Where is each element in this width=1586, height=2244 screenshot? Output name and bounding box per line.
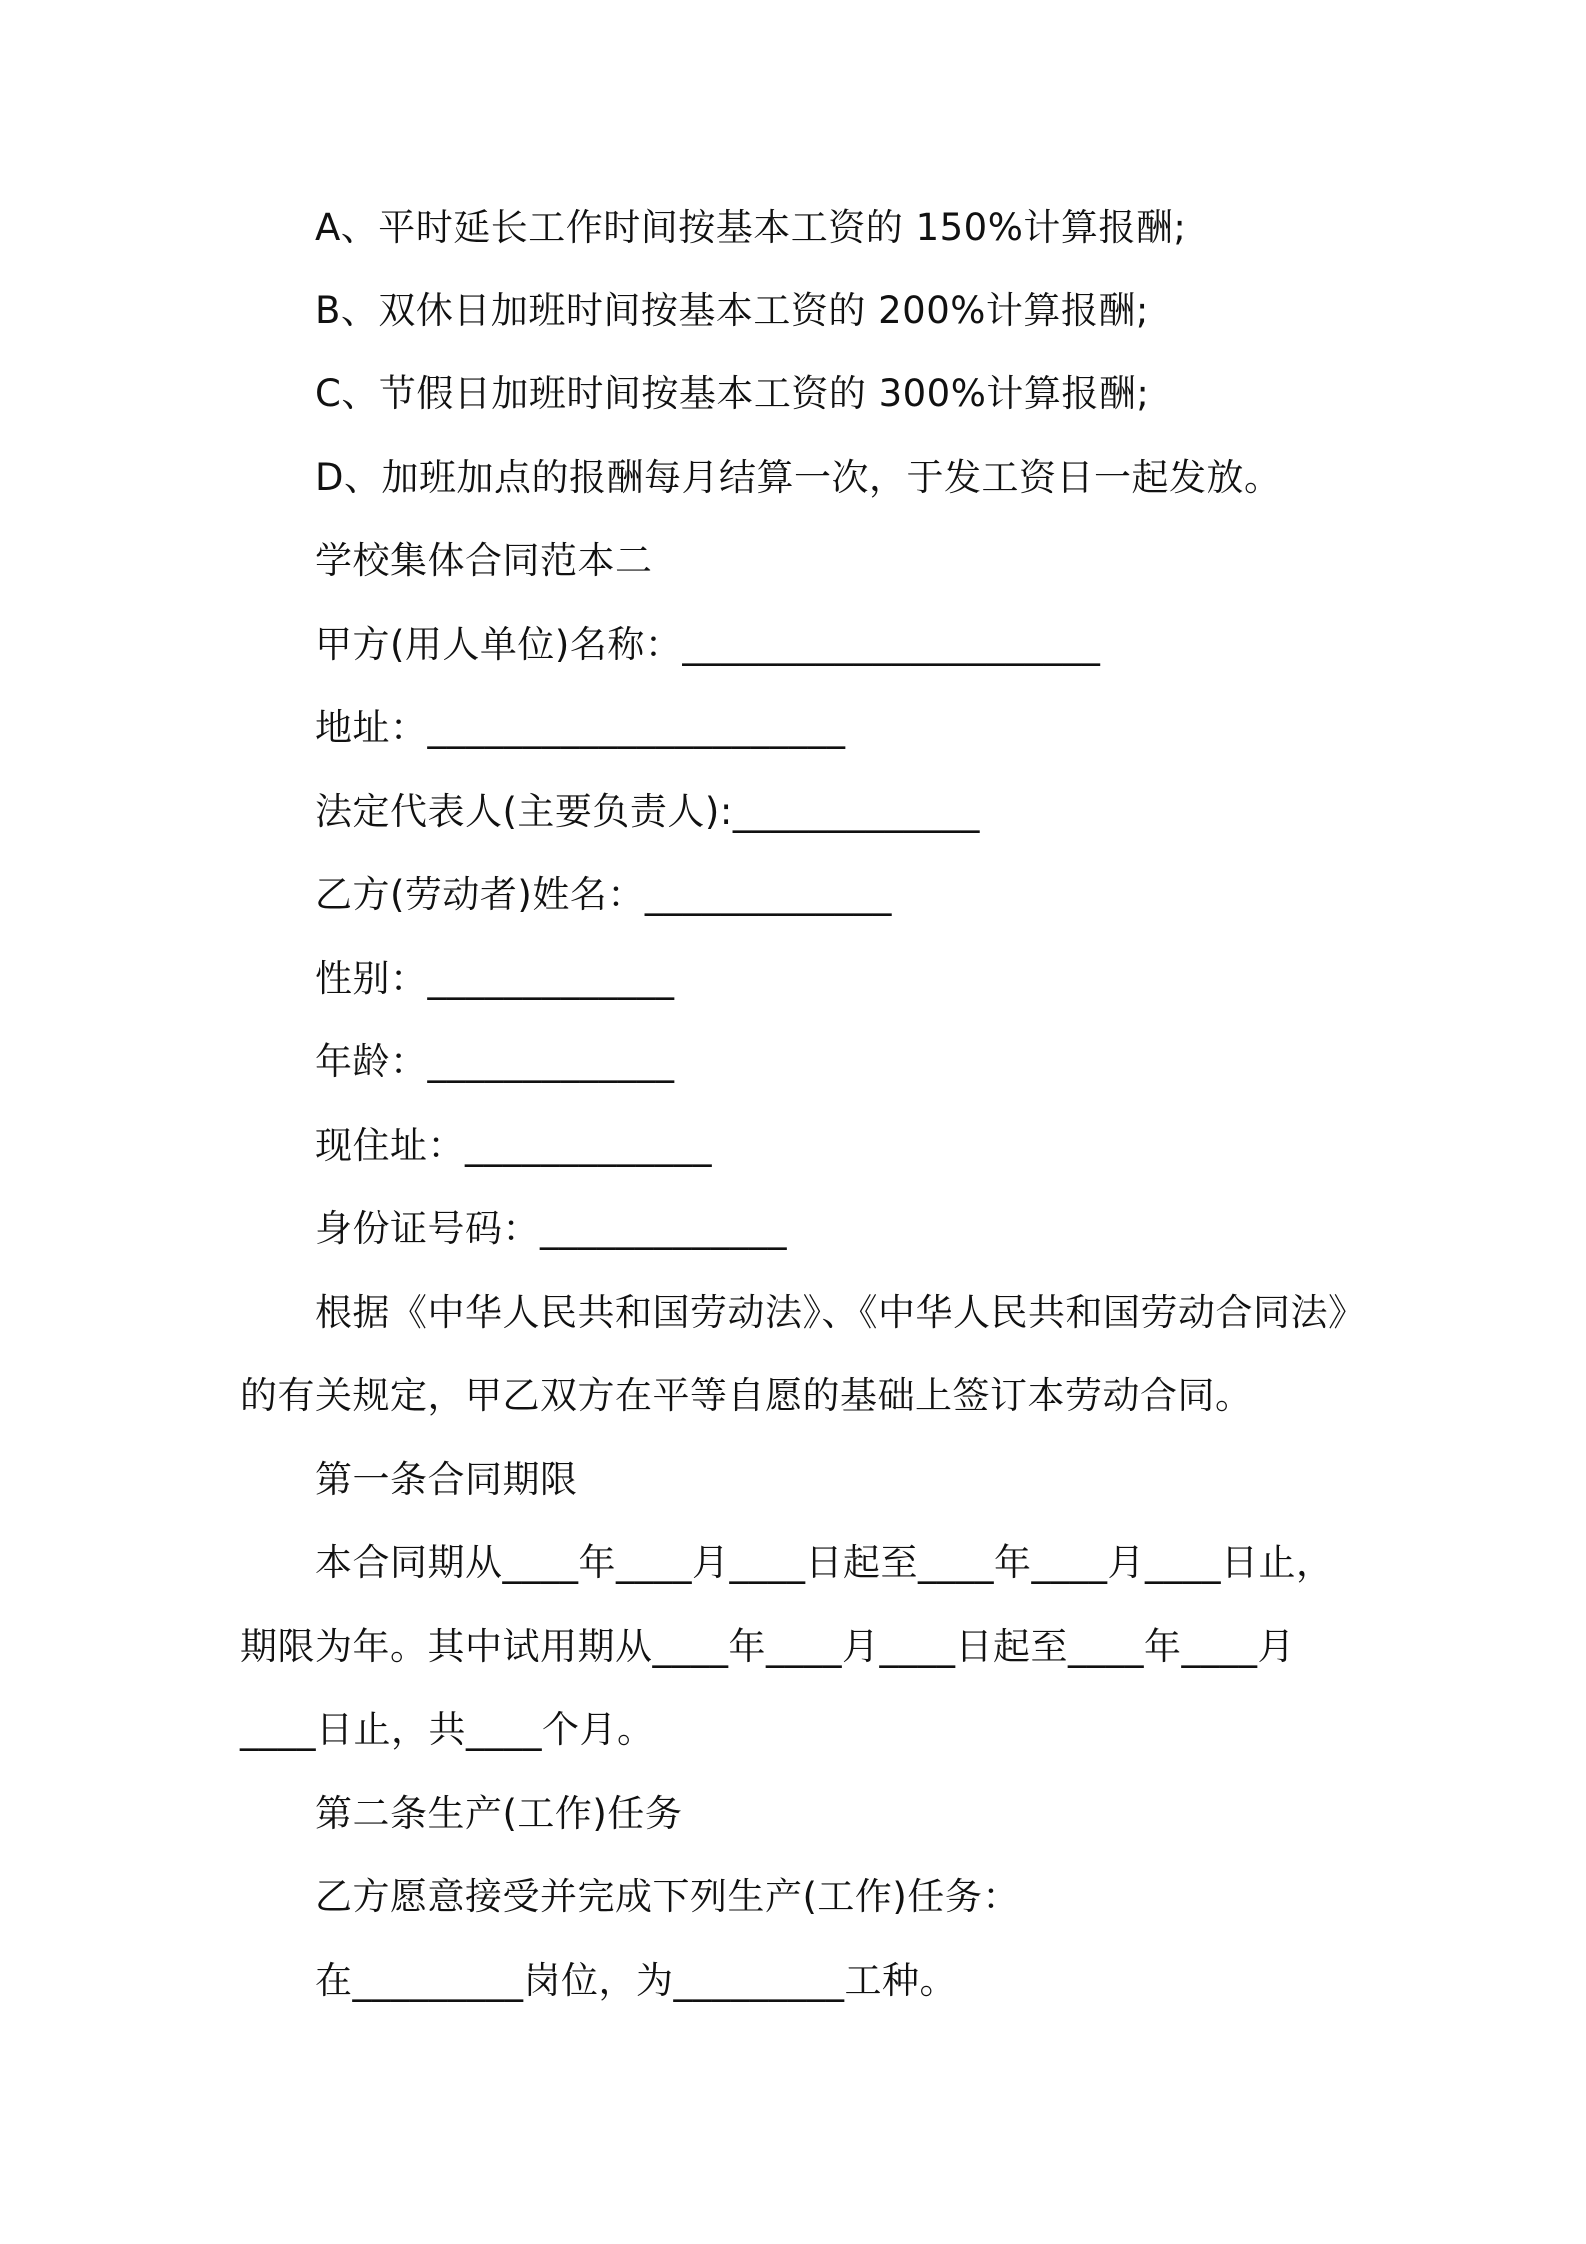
article-1-heading: 第一条合同期限	[315, 1458, 578, 1501]
position-job-type-line: 在_________岗位，为_________工种。	[315, 1959, 957, 2002]
employer-name-field: 甲方(用人单位)名称：______________________	[315, 623, 1101, 666]
overtime-rule-b: B、双休日加班时间按基本工资的 200%计算报酬;	[315, 289, 1149, 332]
legal-representative-field: 法定代表人(主要负责人):_____________	[315, 790, 980, 833]
contract-term-line-2: 期限为年。其中试用期从____年____月____日起至____年____月	[240, 1625, 1295, 1668]
employer-address-field: 地址：______________________	[315, 706, 846, 749]
preamble-line-2: 的有关规定，甲乙双方在平等自愿的基础上签订本劳动合同。	[240, 1374, 1253, 1417]
age-field: 年龄：_____________	[315, 1040, 675, 1083]
overtime-rule-c: C、节假日加班时间按基本工资的 300%计算报酬;	[315, 372, 1150, 415]
preamble-line-1: 根据《中华人民共和国劳动法》、《中华人民共和国劳动合同法》	[315, 1291, 1366, 1334]
section-title: 学校集体合同范本二	[315, 539, 653, 582]
article-2-heading: 第二条生产(工作)任务	[315, 1792, 683, 1835]
employee-name-field: 乙方(劳动者)姓名：_____________	[315, 873, 892, 916]
gender-field: 性别：_____________	[315, 957, 675, 1000]
contract-term-line-3: ____日止，共____个月。	[240, 1708, 655, 1751]
overtime-rule-a: A、平时延长工作时间按基本工资的 150%计算报酬;	[315, 206, 1187, 249]
current-address-field: 现住址：_____________	[315, 1124, 712, 1167]
contract-term-line-1: 本合同期从____年____月____日起至____年____月____日止，	[315, 1541, 1334, 1584]
work-task-intro: 乙方愿意接受并完成下列生产(工作)任务：	[315, 1875, 1020, 1918]
id-number-field: 身份证号码：_____________	[315, 1207, 787, 1250]
overtime-rule-d: D、加班加点的报酬每月结算一次，于发工资日一起发放。	[315, 456, 1282, 499]
